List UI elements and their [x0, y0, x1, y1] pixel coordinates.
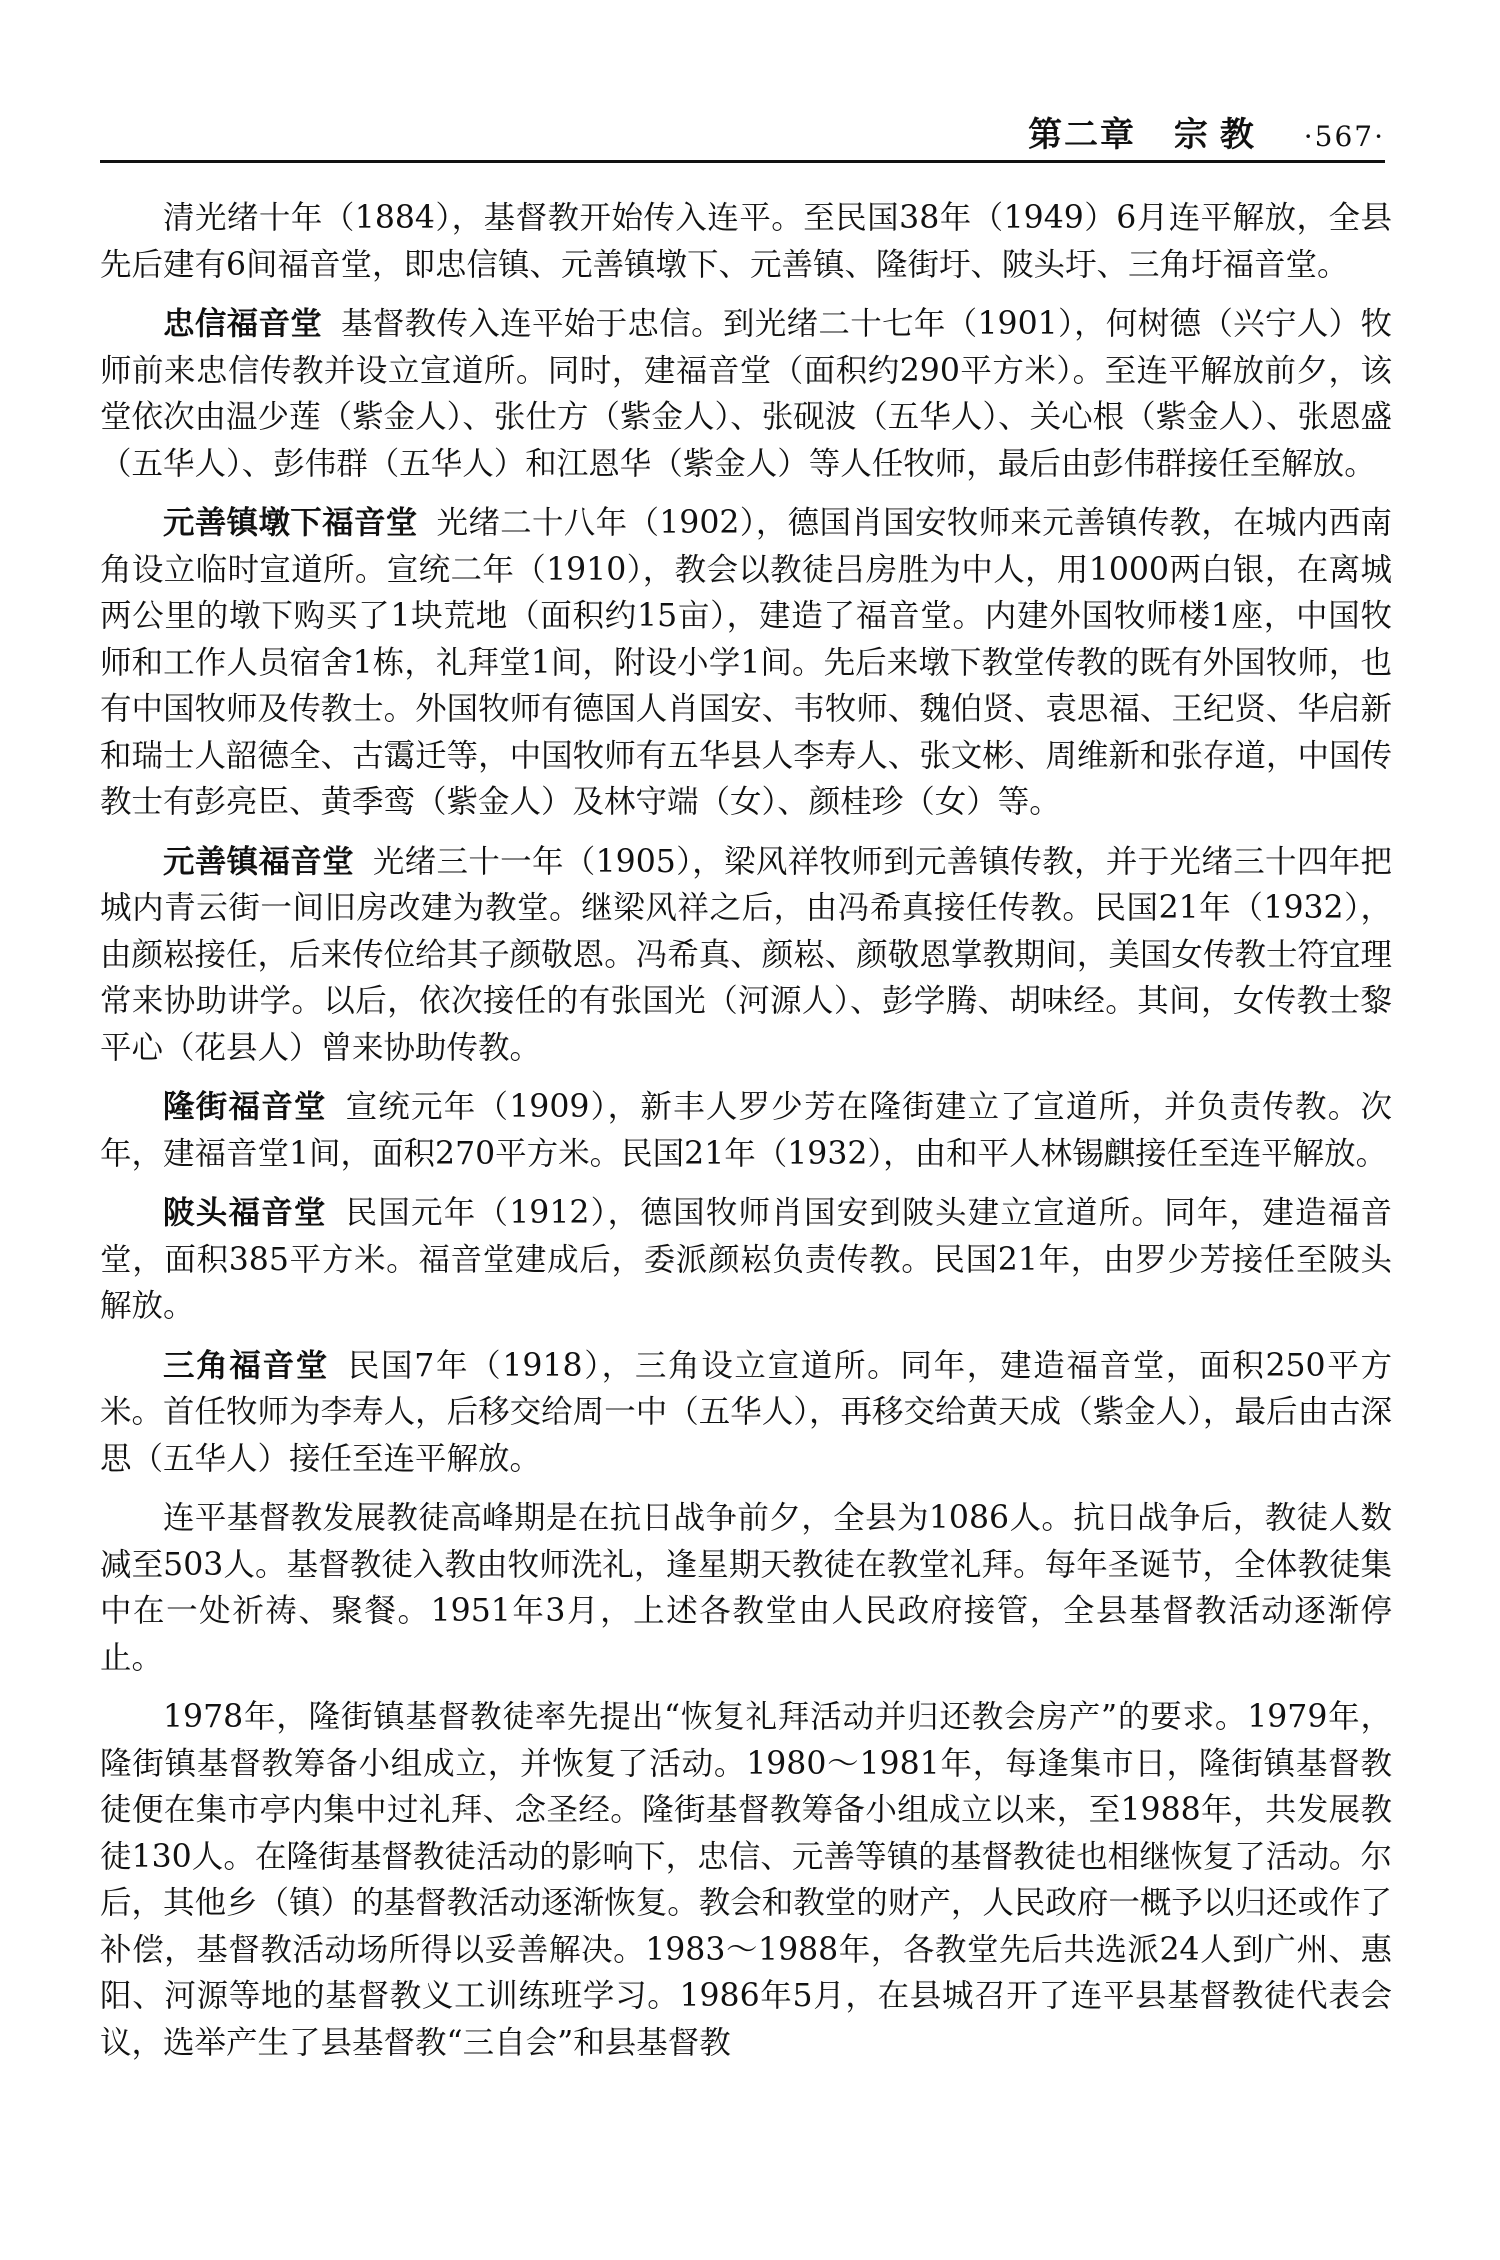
- paragraph-heading: 陂头福音堂: [163, 1195, 327, 1231]
- paragraph-revival: [100, 1694, 1392, 2066]
- paragraph-heading: 三角福音堂: [163, 1347, 329, 1384]
- paragraph-text: 清光绪十年（1884），基督教开始传入连平。至民国38年（1949）6月连平解放，全县先后建有6间福音堂，即忠信镇、元善镇墩下、元善镇、隆街圩、陂头圩、三角圩福音堂。: [100, 200, 1392, 283]
- paragraph-beitou-church: [100, 1190, 1392, 1330]
- paragraph-heading: 元善镇福音堂: [163, 843, 354, 880]
- paragraph-text: 光绪二十八年（1902），德国肖国安牧师来元善镇传教，在城内西南角设立临时宣道所。宣统二年（1910），教会以教徒吕房胜为中人，用1000两白银，在离城两公里的墩下购买了1块荒地（面积约15亩），建造了福音堂。内建外国牧师楼1座，中国牧师和工作人员宿舍1栋，礼拜堂1间，附设小学1间。先后来墩下教堂传教的既有外国牧师，也有中国牧师及传教士。外国牧师有德国人肖国安、韦牧师、魏伯贤、袁思福、王纪贤、华启新和瑞士人韶德全、古霭迁等，中国牧师有五华县人李寿人、张文彬、周维新和张存道，中国传教士有彭亮臣、黄季鸾（紫金人）及林守端（女）、颜桂珍（女）等。: [100, 505, 1392, 820]
- paragraph-text: 民国元年（1912），德国牧师肖国安到陂头建立宣道所。同年，建造福音堂，面积385平方米。福音堂建成后，委派颜崧负责传教。民国21年，由罗少芳接任至陂头解放。: [100, 1195, 1392, 1324]
- section-title: 宗教: [1173, 115, 1266, 155]
- paragraph-longjie-church: [100, 1084, 1392, 1177]
- body-text: [100, 195, 1392, 2079]
- chapter-title: 第二章: [1028, 115, 1137, 155]
- page-number: ·567·: [1303, 120, 1385, 153]
- paragraph-yuanshan-church: [100, 839, 1392, 1072]
- paragraph-heading: 隆街福音堂: [163, 1089, 327, 1125]
- paragraph-text: 光绪三十一年（1905），梁风祥牧师到元善镇传教，并于光绪三十四年把城内青云街一间旧房改建为教堂。继梁风祥之后，由冯希真接任传教。民国21年（1932），由颜崧接任，后来传位给其子颜敬恩。冯希真、颜崧、颜敬恩掌教期间，美国女传教士符宜理常来协助讲学。以后，依次接任的有张国光（河源人）、彭学腾、胡味经。其间，女传教士黎平心（花县人）曾来协助传教。: [100, 843, 1392, 1066]
- header-rule: [100, 160, 1385, 163]
- paragraph-text: 连平基督教发展教徒高峰期是在抗日战争前夕，全县为1086人。抗日战争后，教徒人数减至503人。基督教徒入教由牧师洗礼，逢星期天教徒在教堂礼拜。每年圣诞节，全体教徒集中在一处祈祷、聚餐。1951年3月，上述各教堂由人民政府接管，全县基督教活动逐渐停止。: [100, 1500, 1392, 1676]
- paragraph-dunxia-church: [100, 500, 1392, 826]
- running-header: [100, 110, 1385, 160]
- paragraph-text: 宣统元年（1909），新丰人罗少芳在隆街建立了宣道所，并负责传教。次年，建福音堂1间，面积270平方米。民国21年（1932），由和平人林锡麒接任至连平解放。: [100, 1089, 1392, 1172]
- intro-paragraph: [100, 195, 1392, 288]
- paragraph-zhongxin-church: [100, 301, 1392, 487]
- paragraph-text: 1978年，隆街镇基督教徒率先提出“恢复礼拜活动并归还教会房产”的要求。1979年，隆街镇基督教筹备小组成立，并恢复了活动。1980～1981年，每逢集市日，隆街镇基督教徒便在集市亭内集中过礼拜、念圣经。隆街基督教筹备小组成立以来，至1988年，共发展教徒130人。在隆街基督教徒活动的影响下，忠信、元善等镇的基督教徒也相继恢复了活动。尔后，其他乡（镇）的基督教活动逐渐恢复。教会和教堂的财产，人民政府一概予以归还或作了补偿，基督教活动场所得以妥善解决。1983～1988年，各教堂先后共选派24人到广州、惠阳、河源等地的基督教义工训练班学习。1986年5月，在县城召开了连平县基督教徒代表会议，选举产生了县基督教“三自会”和县基督教: [100, 1699, 1392, 2061]
- paragraph-believers-count: [100, 1495, 1392, 1681]
- paragraph-heading: 元善镇墩下福音堂: [163, 505, 418, 541]
- paragraph-heading: 忠信福音堂: [163, 306, 323, 342]
- paragraph-text: 民国7年（1918），三角设立宣道所。同年，建造福音堂，面积250平方米。首任牧师为李寿人，后移交给周一中（五华人），再移交给黄天成（紫金人），最后由古深思（五华人）接任至连平解放。: [100, 1347, 1392, 1477]
- paragraph-sanjiao-church: [100, 1343, 1392, 1483]
- paragraph-text: 基督教传入连平始于忠信。到光绪二十七年（1901），何树德（兴宁人）牧师前来忠信传教并设立宣道所。同时，建福音堂（面积约290平方米）。至连平解放前夕，该堂依次由温少莲（紫金人）、张仕方（紫金人）、张砚波（五华人）、关心根（紫金人）、张恩盛（五华人）、彭伟群（五华人）和江恩华（紫金人）等人任牧师，最后由彭伟群接任至解放。: [100, 306, 1392, 482]
